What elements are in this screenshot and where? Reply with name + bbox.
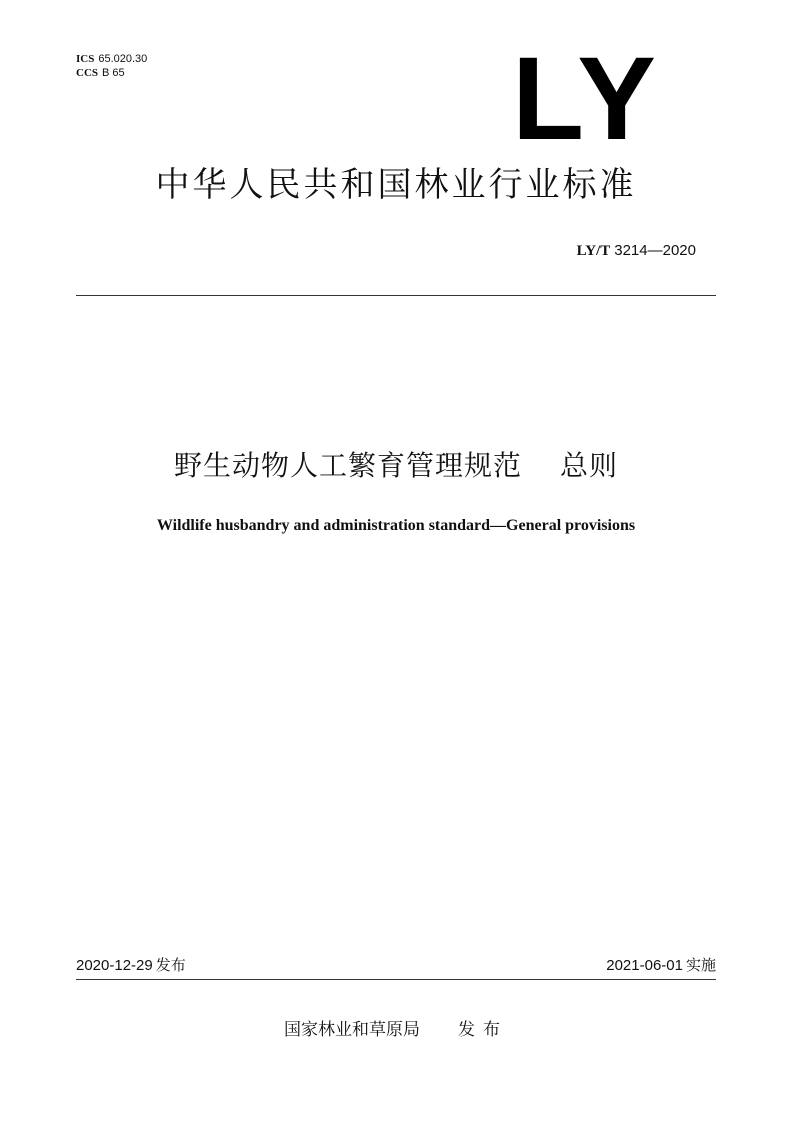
issuer-action: 发布	[458, 1020, 508, 1040]
chinese-title-sub: 总则	[560, 449, 619, 482]
bottom-divider	[76, 979, 716, 980]
effective-label: 实施	[685, 956, 716, 974]
chinese-title-main: 野生动物人工繁育管理规范	[173, 449, 522, 482]
effective-date: 2021-06-01	[606, 957, 683, 974]
standard-mark: LY	[512, 33, 660, 165]
top-divider	[76, 295, 716, 296]
chinese-title	[76, 446, 716, 486]
english-title: Wildlife husbandry and administration standard—General provisions	[156, 517, 636, 534]
issue-date: 2020-12-29	[76, 957, 153, 974]
ccs-label: CCS	[76, 67, 99, 79]
standard-code-prefix: LY/T	[576, 243, 611, 259]
ics-label: ICS	[76, 53, 95, 65]
ccs-line	[76, 66, 147, 80]
issuer-line	[76, 1018, 716, 1042]
standard-code	[577, 240, 696, 261]
issue-label: 发布	[155, 956, 186, 974]
issuer-name: 国家林业和草原局	[284, 1020, 420, 1040]
ics-line	[76, 52, 147, 66]
ccs-code: B 65	[102, 67, 125, 79]
ics-code: 65.020.30	[98, 53, 148, 65]
agency-title: 中华人民共和国林业行业标准	[155, 165, 637, 205]
effective-date-block	[606, 955, 716, 976]
standard-code-number: 3214—2020	[614, 242, 696, 259]
issue-date-block	[76, 955, 186, 976]
classification-codes	[76, 52, 147, 80]
